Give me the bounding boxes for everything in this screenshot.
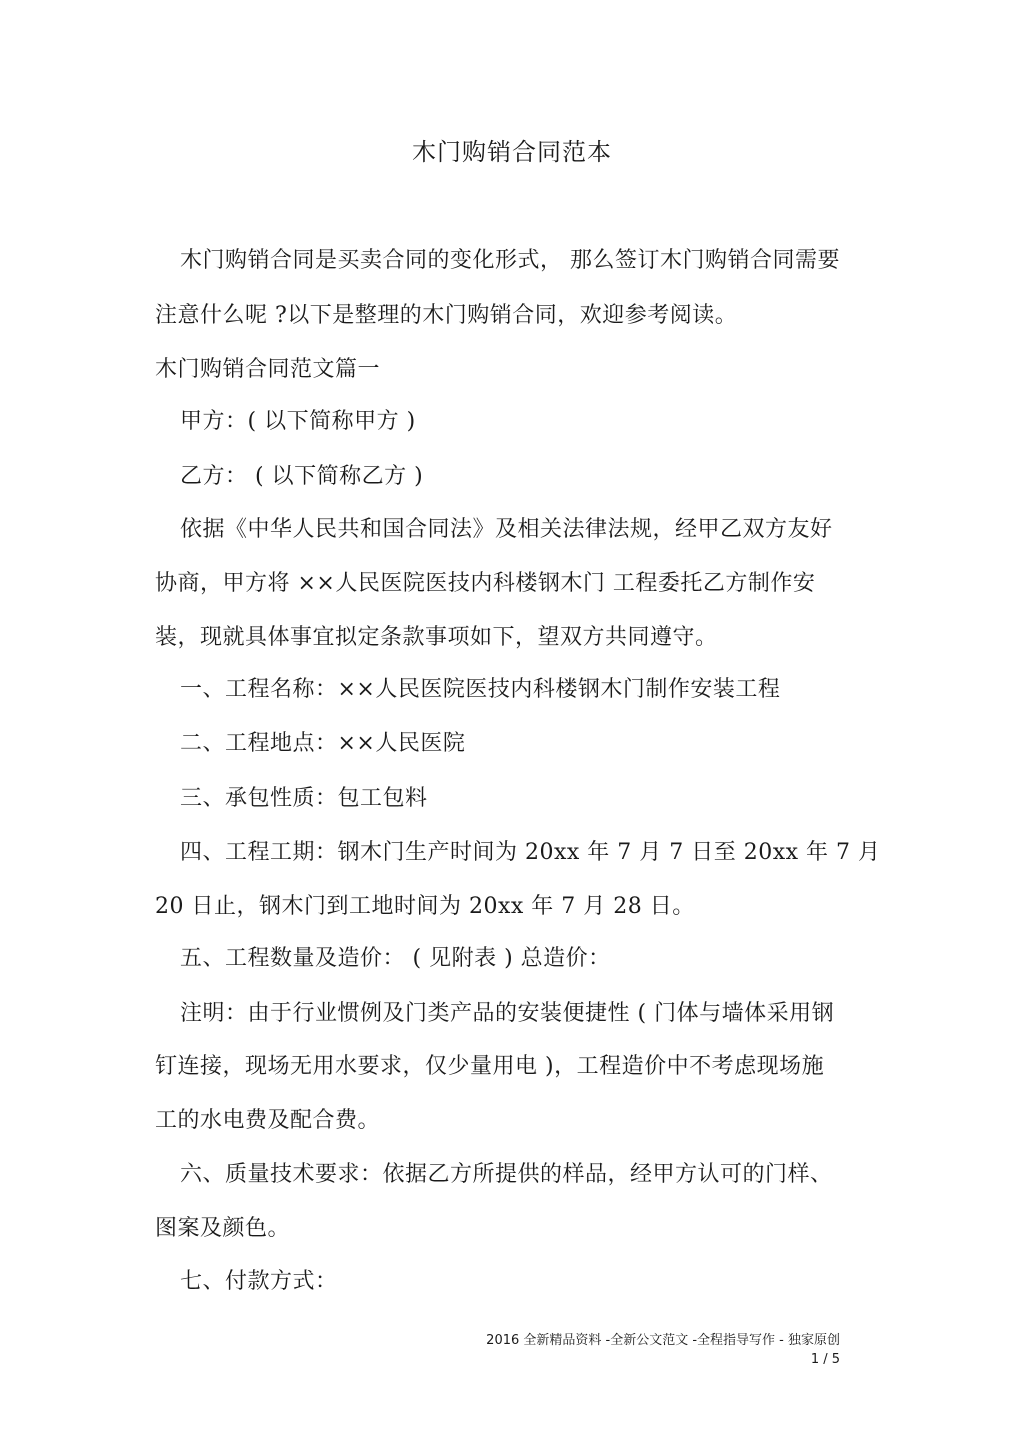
paragraph-line: 注意什么呢 ?以下是整理的木门购销合同，欢迎参考阅读。	[155, 303, 738, 328]
clause-project-name: 一、工程名称：××人民医院医技内科楼钢木门制作安装工程	[180, 677, 781, 702]
paragraph-line: 协商，甲方将 ××人民医院医技内科楼钢木门 工程委托乙方制作安	[155, 571, 816, 596]
paragraph-line: 钉连接，现场无用水要求，仅少量用电 )，工程造价中不考虑现场施	[155, 1054, 825, 1079]
note-line: 注明：由于行业惯例及门类产品的安装便捷性 ( 门体与墙体采用钢	[180, 1001, 835, 1026]
clause-quality: 六、质量技术要求：依据乙方所提供的样品，经甲方认可的门样、	[180, 1162, 833, 1187]
party-b-line: 乙方： ( 以下简称乙方 )	[180, 464, 424, 489]
paragraph-line: 20 日止，钢木门到工地时间为 20xx 年 7 月 28 日。	[155, 894, 695, 919]
paragraph-line: 依据《中华人民共和国合同法》及相关法律法规，经甲乙双方友好	[180, 517, 833, 542]
clause-project-location: 二、工程地点：××人民医院	[180, 731, 466, 756]
party-a-line: 甲方：( 以下简称甲方 )	[180, 409, 416, 434]
paragraph-line: 工的水电费及配合费。	[155, 1108, 381, 1133]
clause-quantity-price: 五、工程数量及造价： ( 见附表 ) 总造价：	[180, 946, 611, 971]
clause-payment: 七、付款方式：	[180, 1269, 338, 1294]
paragraph-line: 图案及颜色。	[155, 1216, 291, 1241]
section-heading: 木门购销合同范文篇一	[155, 357, 381, 382]
paragraph-line: 装，现就具体事宜拟定条款事项如下，望双方共同遵守。	[155, 625, 718, 650]
page-number: 1 / 5	[810, 1352, 840, 1367]
clause-contract-type: 三、承包性质：包工包料	[180, 786, 428, 811]
document-title: 木门购销合同范本	[412, 138, 612, 166]
footer-tagline: 2016 全新精品资料 -全新公文范文 -全程指导写作 - 独家原创	[486, 1333, 840, 1348]
clause-schedule: 四、工程工期：钢木门生产时间为 20xx 年 7 月 7 日至 20xx 年 7 月	[180, 840, 881, 865]
paragraph-line: 木门购销合同是买卖合同的变化形式， 那么签订木门购销合同需要	[180, 248, 840, 273]
